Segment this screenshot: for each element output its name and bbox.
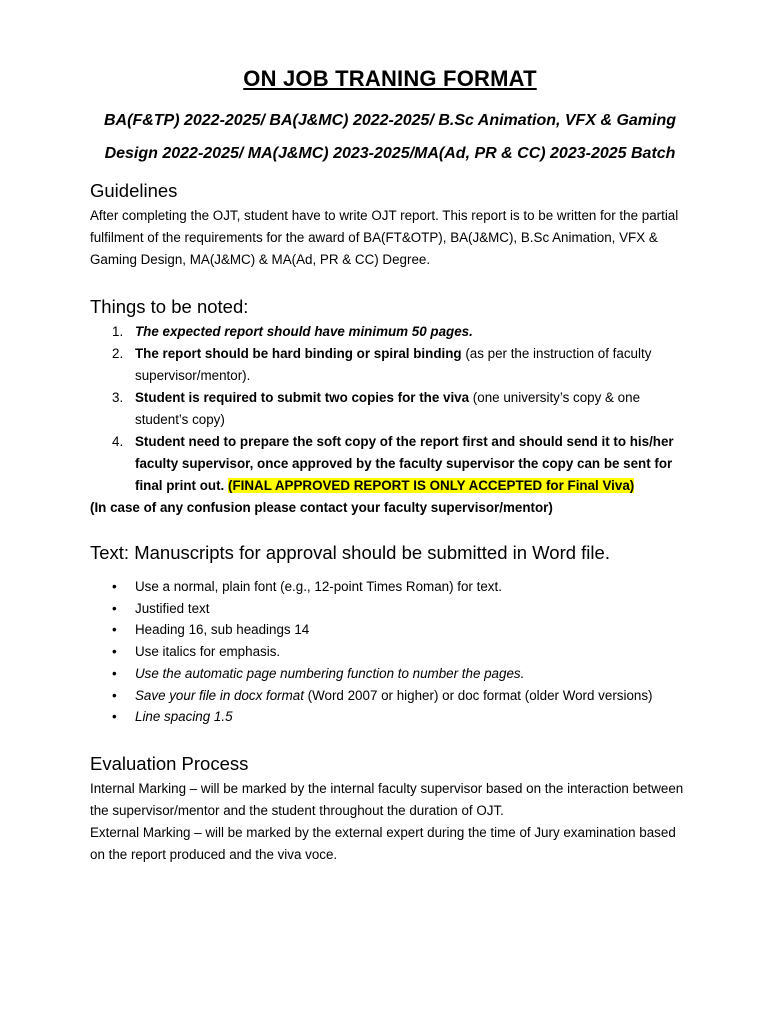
bullet-icon: • [112, 579, 117, 594]
list-item-bold: Student is required to submit two copies for the viva [135, 390, 470, 405]
subtitle-line-1: BA(F&TP) 2022-2025/ BA(J&MC) 2022-2025/ B.Sc Animation, VFX & Gaming [104, 112, 676, 129]
list-item-italic: Line spacing 1.5 [135, 709, 233, 725]
list-item [90, 576, 710, 598]
list-item [90, 321, 690, 343]
list-item [90, 663, 710, 685]
list-item-bold: Student need to prepare the soft copy of the report first and should send it to his/her faculty supervisor, once approved by the faculty supervisor the copy can be sent for final print out. [135, 434, 674, 493]
list-number: 2. [112, 346, 124, 361]
list-item-bold: The report should be hard binding or spiral binding [135, 346, 462, 361]
internal-marking-text: Internal Marking – will be marked by the internal faculty supervisor based on the interaction between the supervisor/mentor and the student throughout the duration of OJT. [90, 781, 684, 818]
list-item [90, 641, 710, 663]
list-item [90, 431, 690, 497]
bullet-icon: • [112, 665, 117, 681]
external-marking-text: External Marking – will be marked by the external expert during the time of Jury examination based on the report produced and the viva voce. [90, 825, 676, 862]
guidelines-heading: Guidelines [90, 180, 178, 201]
bullet-icon: • [112, 709, 117, 725]
list-item [90, 343, 690, 387]
things-list [90, 321, 690, 519]
bullet-icon: • [112, 600, 117, 616]
list-item [90, 387, 690, 431]
list-number: 3. [112, 390, 124, 405]
list-item [90, 685, 710, 707]
list-number: 1. [112, 324, 124, 339]
formatting-bullet-list [90, 576, 710, 728]
bullet-icon: • [112, 687, 117, 703]
contact-note: (In case of any confusion please contact your faculty supervisor/mentor) [90, 500, 553, 515]
list-item-text: The expected report should have minimum 50 pages. [135, 324, 473, 339]
list-item [90, 706, 710, 728]
list-number: 4. [112, 434, 124, 449]
list-item [90, 619, 710, 641]
list-item-italic: Use the automatic page numbering function to number the pages. [135, 665, 525, 681]
things-heading: Things to be noted: [90, 296, 249, 317]
list-item-italic: Save your file in docx format [135, 687, 304, 703]
list-item-text: Use a normal, plain font (e.g., 12-point Times Roman) for text. [135, 579, 502, 594]
list-item-text: Justified text [135, 600, 210, 616]
evaluation-heading: Evaluation Process [90, 753, 249, 774]
document-title: ON JOB TRANING FORMAT [243, 66, 537, 91]
list-item-text: Heading 16, sub headings 14 [135, 622, 310, 638]
list-item [90, 598, 710, 620]
bullet-icon: • [112, 622, 117, 638]
guidelines-text: After completing the OJT, student have to write OJT report. This report is to be written for the partial fulfilment of the requirements for the award of BA(FT&OTP), BA(J&MC), B.Sc Animation, VFX & Gaming Design, MA(J&MC) & MA(Ad, PR & CC) Degree. [90, 208, 679, 267]
evaluation-text [90, 778, 690, 866]
text-section-heading: Text: Manuscripts for approval should be submitted in Word file. [90, 542, 610, 563]
list-item-rest: (one university’s copy & one student’s copy) [135, 390, 641, 427]
bullet-icon: • [112, 644, 117, 660]
list-item-text: Use italics for emphasis. [135, 644, 281, 660]
list-item-rest: (as per the instruction of faculty supervisor/mentor). [135, 346, 652, 383]
list-item-text: (Word 2007 or higher) or doc format (older Word versions) [303, 687, 653, 703]
subtitle-line-2: Design 2022-2025/ MA(J&MC) 2023-2025/MA(Ad, PR & CC) 2023-2025 Batch [104, 145, 676, 162]
highlighted-notice: (FINAL APPROVED REPORT IS ONLY ACCEPTED for Final Viva) [228, 478, 635, 493]
